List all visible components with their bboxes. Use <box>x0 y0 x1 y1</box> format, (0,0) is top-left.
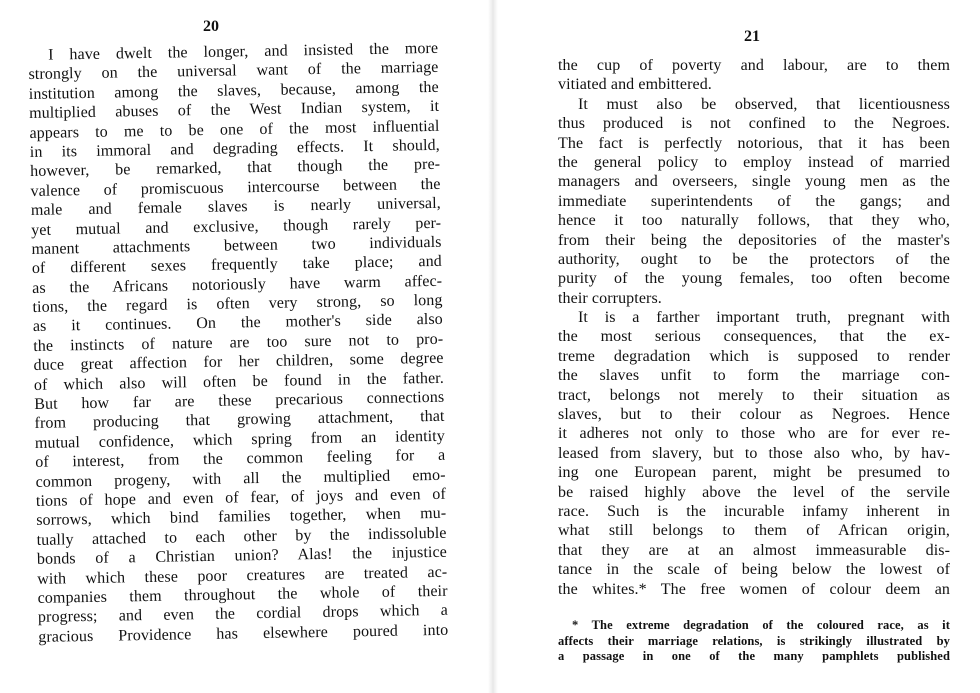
text-line: with which these poor creatures are treated ac- <box>37 563 448 588</box>
text-line: It is a farther important truth, pregnant with <box>578 309 950 327</box>
text-line: as the Africans notoriously have warm affec- <box>32 272 443 297</box>
text-line: ing one European parent, might be presumed to <box>558 464 950 482</box>
footnote-line: * The extreme degradation of the coloured race, as it <box>572 618 950 632</box>
text-line: of which also will often be found in the father. <box>33 369 445 394</box>
text-line: It must also be observed, that licentiousness <box>578 95 950 113</box>
text-line: managers and overseers, single young men as the <box>558 173 950 191</box>
text-line: duce great affection for her children, some degree <box>33 350 444 375</box>
text-line: multiplied abuses of the West Indian system, it <box>29 98 440 123</box>
text-line: purity of the young females, too often become <box>558 270 950 288</box>
right-page <box>498 0 980 693</box>
page-number: 21 <box>744 28 760 45</box>
text-line: as it continues. On the mother's side also <box>32 311 443 336</box>
text-line: vitiated and embittered. <box>558 76 712 94</box>
text-line: the general policy to employ instead of married <box>558 153 950 171</box>
footnote <box>558 618 950 665</box>
text-line: what still belongs to them of African origin, <box>558 522 950 540</box>
text-line: thus produced is not confined to the Negroes. <box>558 115 950 133</box>
text-line: that they are at an almost immeasurable dis- <box>558 541 950 559</box>
text-line: from their being the depositories of the master's <box>558 231 950 249</box>
page-text <box>558 56 950 599</box>
text-line: of different sexes frequently take place; and <box>31 253 442 278</box>
page-number: 20 <box>203 18 219 35</box>
text-line: companies them throughout the whole of their <box>37 582 448 607</box>
left-page <box>0 0 488 693</box>
text-line: manent attachments between two individuals <box>31 233 442 258</box>
text-line: the cup of poverty and labour, are to them <box>558 57 950 74</box>
text-line: treme degradation which is supposed to render <box>558 347 950 365</box>
text-line: mutual confidence, which spring from an identity <box>34 427 446 452</box>
text-line: be raised highly above the level of the servile <box>558 483 950 501</box>
text-line: immediate superintendents of the gangs; and <box>558 192 950 210</box>
text-line: in its immoral and degrading effects. It should, <box>29 136 440 161</box>
text-line: the slaves unfit to form the marriage con- <box>558 367 950 385</box>
text-line: tract, belongs not merely to their situation as <box>558 386 950 404</box>
text-line: common progeny, with all the multiplied emo- <box>35 466 446 491</box>
text-line: The fact is perfectly notorious, that it has been <box>558 134 950 152</box>
footnote-line: a passage in one of the many pamphlets published <box>558 649 950 663</box>
text-line: from producing that growing attachment, that <box>34 408 445 433</box>
text-line: leased from slavery, but to those also who, by hav- <box>558 444 950 462</box>
text-line: progress; and even the cordial drops which a <box>37 602 449 627</box>
footnote-line: affects their marriage relations, is strikingly illustrated by <box>558 633 950 648</box>
text-line: valence of promiscuous intercourse between the <box>30 175 441 200</box>
text-line: I have dwelt the longer, and insisted the more <box>48 39 439 64</box>
text-line: race. Such is the incurable infamy inherent in <box>558 502 950 520</box>
text-line: But how far are these precarious connections <box>34 388 445 413</box>
text-line: strongly on the universal want of the marriage <box>28 59 439 84</box>
text-line: tions, the regard is often very strong, so long <box>32 291 443 317</box>
text-line: gracious Providence has elsewhere poured into <box>38 621 449 646</box>
text-line: authority, ought to be the protectors of the <box>558 250 950 268</box>
text-line: the most serious consequences, that the ex- <box>558 328 950 346</box>
text-line: hence it too naturally follows, that they who, <box>558 212 950 230</box>
text-line: their corrupters. <box>558 289 662 307</box>
text-line: tually attached to each other by the indissoluble <box>36 524 447 549</box>
text-line: male and female slaves is nearly universal, <box>30 194 441 220</box>
text-line: slaves, but to their colour as Negroes. Hence <box>558 406 950 424</box>
book-gutter <box>488 0 498 693</box>
text-line: it adheres not only to those who are for ever re- <box>558 425 950 443</box>
text-line: however, be remarked, that though the pre- <box>30 156 441 181</box>
text-line: institution among the slaves, because, among the <box>28 78 439 103</box>
page-text <box>28 39 448 647</box>
text-line: sorrows, which bind families together, when mu- <box>36 505 447 530</box>
text-line: the whites.* The free women of colour deem an <box>558 580 950 598</box>
text-line: bonds of a Christian union? Alas! the injustice <box>36 543 448 569</box>
text-line: of interest, from the common feeling for a <box>35 446 446 472</box>
text-line: tions of hope and even of fear, of joys and even of <box>35 485 447 510</box>
text-line: tance in the scale of being below the lowest of <box>558 561 950 579</box>
text-line: appears to me to be one of the most influential <box>29 117 440 142</box>
text-line: the instincts of nature are too sure not to pro- <box>33 330 444 355</box>
text-line: yet mutual and exclusive, though rarely per- <box>31 214 442 239</box>
